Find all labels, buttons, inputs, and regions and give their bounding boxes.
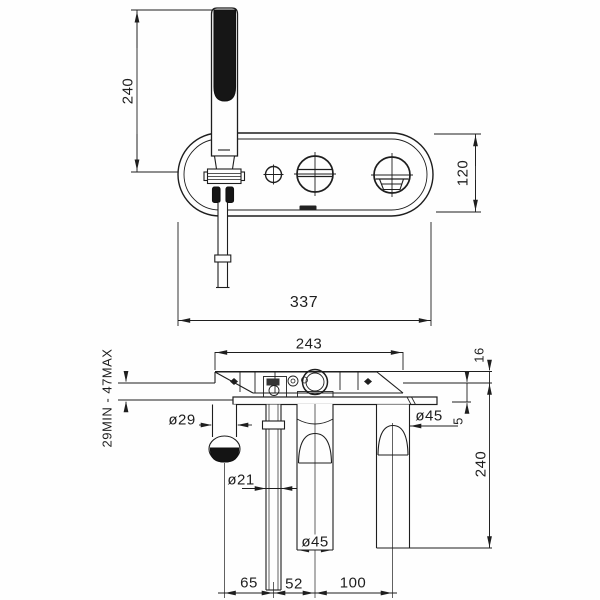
dim-label-center-spout-diameter: ø45: [301, 533, 329, 551]
hose-side: [263, 405, 285, 591]
dim-label-plate-width: 337: [289, 294, 319, 311]
shower-holder-front: [204, 169, 245, 184]
brand-logo: [300, 206, 317, 211]
center-knob: [294, 152, 336, 196]
dim-label-holder-diameter: ø29: [168, 411, 196, 429]
wall-plate-side: [233, 397, 437, 405]
dim-label-right-spout-diameter: ø45: [415, 407, 443, 425]
dim-243: [215, 352, 403, 370]
dim-label-spacing-52: 52: [285, 575, 303, 593]
right-spout: [377, 405, 493, 599]
center-spout: [297, 404, 333, 598]
dim-label-trim-depth: 16: [471, 347, 487, 363]
dim-label-plate-offset: 5: [450, 417, 466, 425]
dim-label-plate-height: 120: [454, 159, 472, 187]
dim-label-wall-range: 29MIN - 47MAX: [99, 348, 115, 448]
diverter-button: [264, 165, 284, 185]
dim-label-spacing-100: 100: [339, 574, 367, 592]
dim-label-shower-height: 240: [119, 77, 137, 105]
dim-label-drop-height: 240: [472, 450, 490, 478]
dim-label-spacing-65: 65: [240, 574, 258, 592]
hand-shower: [204, 8, 245, 203]
dim-label-body-width: 243: [295, 335, 323, 353]
dim-240-left: [131, 10, 212, 172]
shower-holder-side: [209, 405, 240, 599]
right-knob: [371, 153, 413, 197]
dim-label-hose-diameter: ø21: [227, 471, 255, 489]
